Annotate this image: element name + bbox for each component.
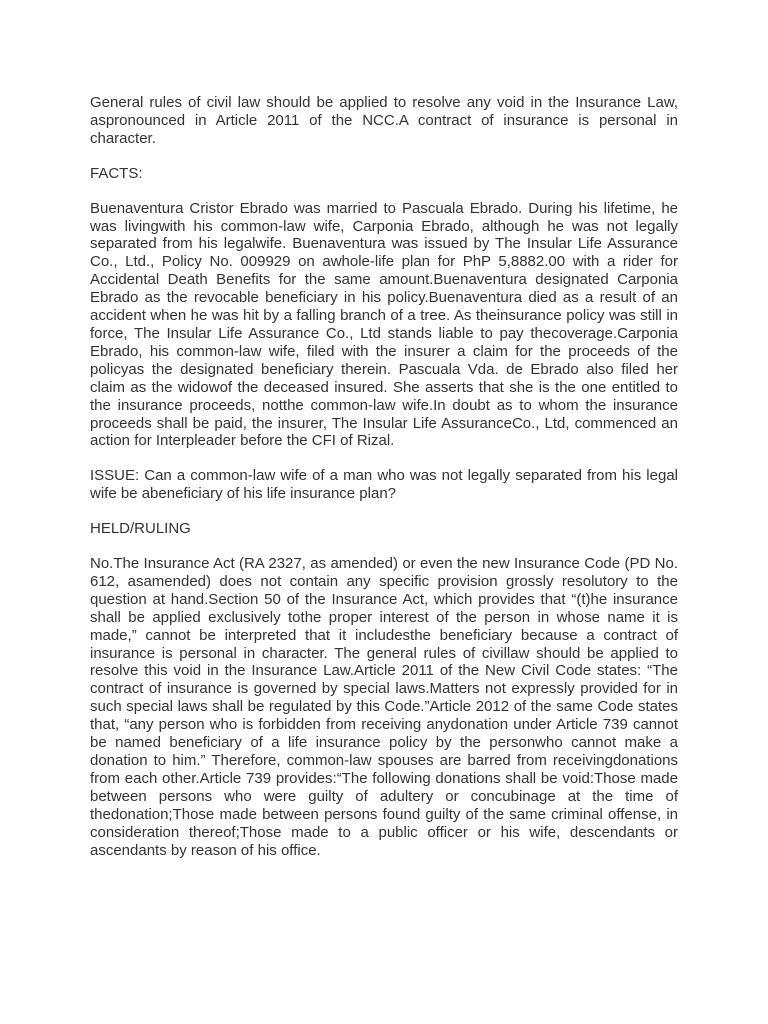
paragraph-facts-heading: FACTS: [90,164,143,182]
paragraph-held-heading: HELD/RULING [90,520,191,538]
paragraph-intro: General rules of civil law should be applied to resolve any void in the Insurance Law, aspronounced in Article 2011 of the NCC.A contract of insurance is personal in character. [90,94,678,147]
paragraph-facts-body: Buenaventura Cristor Ebrado was married to Pascuala Ebrado. During his lifetime, he was livingwith his common-law wife, Carponia Ebrado, although he was not legally separated from his legalwife. Buenaventura was issued by The Insular Life Assurance Co., Ltd., Policy No. 009929 on awhole-life plan for PhP 5,8882.00 with a rider for Accidental Death Benefits for the same amount.Buenaventura designated Carponia Ebrado as the revocable beneficiary in his policy.Buenaventura died as a result of an accident when he was hit by a falling branch of a tree. As theinsurance policy was still in force, The Insular Life Assurance Co., Ltd stands liable to pay thecoverage.Carponia Ebrado, his common-law wife, filed with the insurer a claim for the proceeds of the policyas the designated beneficiary therein. Pascuala Vda. de Ebrado also filed her claim as the widowof the deceased insured. She asserts that she is the one entitled to the insurance proceeds, notthe common-law wife.In doubt as to whom the insurance proceeds shall be paid, the insurer, The Insular Life AssuranceCo., Ltd, commenced an action for Interpleader before the CFI of Rizal. [90,199,678,450]
paragraph-issue: ISSUE: Can a common-law wife of a man who was not legally separated from his legal wife be abeneficiary of his life insurance plan? [90,467,678,503]
document-body [90,94,678,859]
paragraph-ruling-body: No.The Insurance Act (RA 2327, as amended) or even the new Insurance Code (PD No. 612, asamended) does not contain any specific provision grossly resolutory to the question at hand.Section 50 of the Insurance Act, which provides that “(t)he insurance shall be applied exclusively tothe proper interest of the person in whose name it is made,” cannot be interpreted that it includesthe beneficiary because a contract of insurance is personal in character. The general rules of civillaw should be applied to resolve this void in the Insurance Law.Article 2011 of the New Civil Code states: “The contract of insurance is governed by special laws.Matters not expressly provided for in such special laws shall be regulated by this Code.”Article 2012 of the same Code states that, “any person who is forbidden from receiving anydonation under Article 739 cannot be named beneficiary of a life insurance policy by the personwho cannot make a donation to him.” Therefore, common-law spouses are barred from receivingdonations from each other.Article 739 provides:“The following donations shall be void:Those made between persons who were guilty of adultery or concubinage at the time of thedonation;Those made between persons found guilty of the same criminal offense, in consideration thereof;Those made to a public officer or his wife, descendants or ascendants by reason of his office. [90,555,678,859]
